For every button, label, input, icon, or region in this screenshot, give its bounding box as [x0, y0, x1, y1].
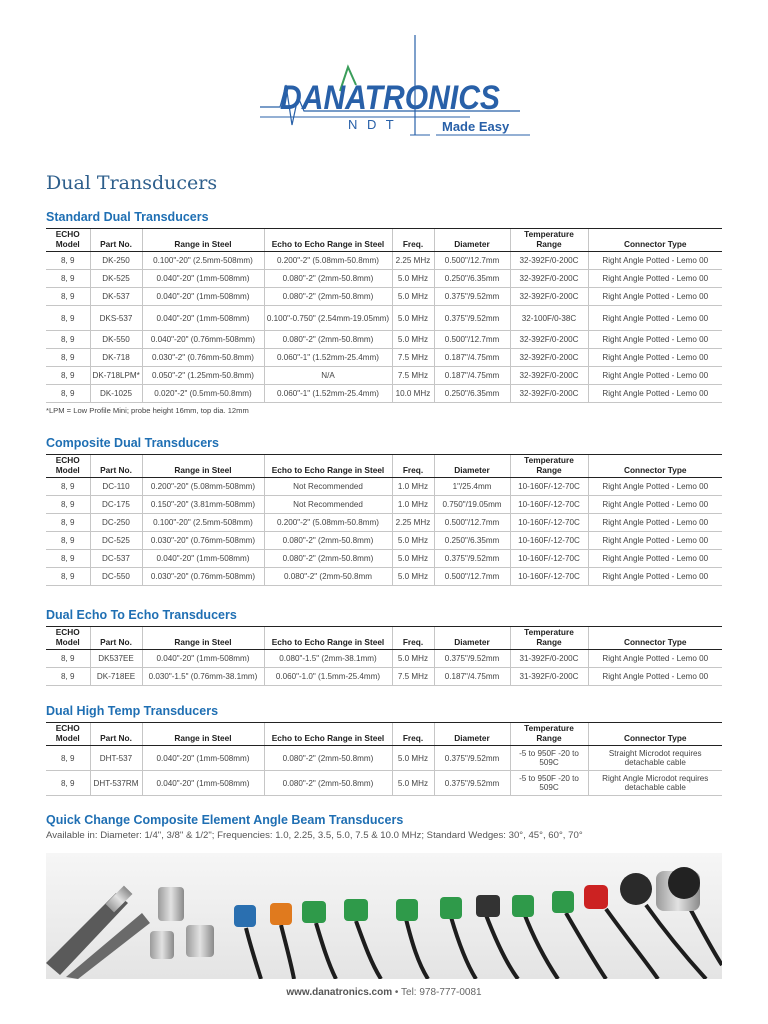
table-cell: DC-537 [90, 550, 142, 568]
table-cell: 0.020"-2" (0.5mm-50.8mm) [142, 385, 264, 403]
table-row [46, 288, 722, 306]
table-cell: Right Angle Potted - Lemo 00 [588, 568, 722, 586]
column-header: Echo to Echo Range in Steel [264, 455, 392, 478]
table-cell: DC-110 [90, 478, 142, 496]
table-cell: 5.0 MHz [392, 306, 434, 331]
table-cell: 8, 9 [46, 288, 90, 306]
table-cell: 0.750"/19.05mm [434, 496, 510, 514]
table-cell: 8, 9 [46, 496, 90, 514]
table-cell: 8, 9 [46, 668, 90, 686]
table-cell: 32-392F/0-200C [510, 349, 588, 367]
column-header: Part No. [90, 229, 142, 252]
table-row [46, 367, 722, 385]
table-cell: 0.100"-0.750" (2.54mm-19.05mm) [264, 306, 392, 331]
table-cell: Straight Microdot requires detachable cable [588, 746, 722, 771]
table-cell: 8, 9 [46, 331, 90, 349]
table-cell: 5.0 MHz [392, 568, 434, 586]
table-cell: 5.0 MHz [392, 532, 434, 550]
table-cell: 5.0 MHz [392, 650, 434, 668]
table-cell: DK-525 [90, 270, 142, 288]
table-body [46, 478, 722, 586]
table-cell: 8, 9 [46, 650, 90, 668]
table-cell: N/A [264, 367, 392, 385]
table-cell: DK-550 [90, 331, 142, 349]
table-cell: 31-392F/0-200C [510, 650, 588, 668]
table-row [46, 496, 722, 514]
table-cell: DK-718 [90, 349, 142, 367]
table-cell: 0.500"/12.7mm [434, 252, 510, 270]
danatronics-logo [240, 25, 540, 150]
logo-ndt: N D T [348, 117, 397, 132]
column-header: Part No. [90, 627, 142, 650]
table-cell: 7.5 MHz [392, 367, 434, 385]
table-cell: 8, 9 [46, 514, 90, 532]
table-cell: 32-392F/0-200C [510, 270, 588, 288]
column-header: Echo to Echo Range in Steel [264, 723, 392, 746]
table-cell: 8, 9 [46, 252, 90, 270]
table-cell: 0.080"-2" (2mm-50.8mm) [264, 746, 392, 771]
table-cell: Right Angle Potted - Lemo 00 [588, 270, 722, 288]
section-composite-dual [46, 436, 722, 586]
table-cell: 8, 9 [46, 550, 90, 568]
quick-change-heading: Quick Change Composite Element Angle Beam Transducers [46, 813, 404, 827]
table-cell: 0.040"-20" (1mm-508mm) [142, 270, 264, 288]
table-row [46, 668, 722, 686]
table-cell: 0.250"/6.35mm [434, 385, 510, 403]
column-header: Freq. [392, 627, 434, 650]
table-cell: 0.375"/9.52mm [434, 306, 510, 331]
table-cell: 0.375"/9.52mm [434, 650, 510, 668]
table-cell: 0.500"/12.7mm [434, 331, 510, 349]
column-header: Freq. [392, 229, 434, 252]
table-cell: 0.500"/12.7mm [434, 514, 510, 532]
column-header: Connector Type [588, 455, 722, 478]
table-row [46, 650, 722, 668]
table-cell: DK-1025 [90, 385, 142, 403]
table-cell: 8, 9 [46, 349, 90, 367]
table-cell: Right Angle Potted - Lemo 00 [588, 550, 722, 568]
table-cell: 31-392F/0-200C [510, 668, 588, 686]
table-cell: DC-525 [90, 532, 142, 550]
section-heading: Standard Dual Transducers [46, 210, 209, 224]
column-header: Diameter [434, 723, 510, 746]
table-cell: -5 to 950F -20 to 509C [510, 746, 588, 771]
table-row [46, 550, 722, 568]
table-cell: DC-550 [90, 568, 142, 586]
section-echo-to-echo [46, 608, 722, 686]
column-header: Temperature Range [510, 723, 588, 746]
table-cell: 0.100"-20" (2.5mm-508mm) [142, 514, 264, 532]
table-cell: 10-160F/-12-70C [510, 568, 588, 586]
transducer-photo [46, 853, 722, 979]
table-cell: 0.375"/9.52mm [434, 746, 510, 771]
table-cell: 1.0 MHz [392, 496, 434, 514]
spec-table [46, 228, 722, 403]
header-row [46, 627, 722, 650]
table-cell: 8, 9 [46, 385, 90, 403]
table-cell: 8, 9 [46, 478, 90, 496]
table-row [46, 771, 722, 796]
table-cell: DK-718EE [90, 668, 142, 686]
table-cell: 5.0 MHz [392, 288, 434, 306]
table-cell: 0.050"-2" (1.25mm-50.8mm) [142, 367, 264, 385]
table-cell: 0.150"-20" (3.81mm-508mm) [142, 496, 264, 514]
column-header: Connector Type [588, 627, 722, 650]
table-row [46, 532, 722, 550]
table-row [46, 514, 722, 532]
column-header: Range in Steel [142, 455, 264, 478]
table-cell: 5.0 MHz [392, 746, 434, 771]
table-cell: 0.060"-1.0" (1.5mm-25.4mm) [264, 668, 392, 686]
table-cell: DK-718LPM* [90, 367, 142, 385]
column-header: Diameter [434, 627, 510, 650]
table-cell: Right Angle Potted - Lemo 00 [588, 331, 722, 349]
table-cell: 32-392F/0-200C [510, 367, 588, 385]
table-row [46, 568, 722, 586]
table-cell: 0.187"/4.75mm [434, 367, 510, 385]
table-row [46, 331, 722, 349]
table-cell: 0.250"/6.35mm [434, 270, 510, 288]
table-cell: Right Angle Potted - Lemo 00 [588, 514, 722, 532]
table-cell: 0.200"-20" (5.08mm-508mm) [142, 478, 264, 496]
column-header: Range in Steel [142, 229, 264, 252]
table-cell: 32-392F/0-200C [510, 252, 588, 270]
page-title: Dual Transducers [46, 172, 218, 194]
table-cell: Right Angle Potted - Lemo 00 [588, 349, 722, 367]
table-cell: 5.0 MHz [392, 550, 434, 568]
section-high-temp [46, 704, 722, 796]
table-cell: Right Angle Potted - Lemo 00 [588, 252, 722, 270]
table-cell: 0.060"-1" (1.52mm-25.4mm) [264, 349, 392, 367]
table-cell: 8, 9 [46, 532, 90, 550]
table-cell: 0.080"-2" (2mm-50.8mm) [264, 331, 392, 349]
table-cell: Right Angle Potted - Lemo 00 [588, 532, 722, 550]
table-cell: 0.100"-20" (2.5mm-508mm) [142, 252, 264, 270]
section-heading: Dual High Temp Transducers [46, 704, 219, 718]
table-cell: 0.040"-20" (1mm-508mm) [142, 746, 264, 771]
website-link[interactable]: www.danatronics.com [286, 987, 393, 998]
table-cell: Right Angle Potted - Lemo 00 [588, 496, 722, 514]
column-header: Connector Type [588, 723, 722, 746]
table-row [46, 746, 722, 771]
table-cell: 0.200"-2" (5.08mm-50.8mm) [264, 514, 392, 532]
table-cell: Right Angle Microdot requires detachable cable [588, 771, 722, 796]
column-header: ECHO Model [46, 627, 90, 650]
table-body [46, 252, 722, 403]
table-cell: Right Angle Potted - Lemo 00 [588, 668, 722, 686]
table-cell: 8, 9 [46, 270, 90, 288]
table-row [46, 349, 722, 367]
table-cell: 7.5 MHz [392, 349, 434, 367]
table-cell: Right Angle Potted - Lemo 00 [588, 478, 722, 496]
table-cell: 2.25 MHz [392, 252, 434, 270]
column-header: ECHO Model [46, 723, 90, 746]
table-cell: DK537EE [90, 650, 142, 668]
table-cell: 0.250"/6.35mm [434, 532, 510, 550]
table-cell: 10-160F/-12-70C [510, 478, 588, 496]
table-cell: Right Angle Potted - Lemo 00 [588, 288, 722, 306]
table-cell: 8, 9 [46, 771, 90, 796]
column-header: Freq. [392, 455, 434, 478]
table-cell: Not Recommended [264, 496, 392, 514]
table-cell: DKS-537 [90, 306, 142, 331]
table-cell: 1"/25.4mm [434, 478, 510, 496]
table-cell: DHT-537 [90, 746, 142, 771]
column-header: Diameter [434, 455, 510, 478]
table-row [46, 385, 722, 403]
section-heading: Dual Echo To Echo Transducers [46, 608, 237, 622]
table-cell: 0.375"/9.52mm [434, 288, 510, 306]
table-cell: 0.080"-2" (2mm-50.8mm) [264, 532, 392, 550]
table-cell: DHT-537RM [90, 771, 142, 796]
table-cell: 0.080"-2" (2mm-50.8mm) [264, 270, 392, 288]
table-cell: 1.0 MHz [392, 478, 434, 496]
footnote: *LPM = Low Profile Mini; probe height 16mm, top dia. 12mm [46, 406, 249, 415]
table-cell: 0.080"-1.5" (2mm-38.1mm) [264, 650, 392, 668]
header-row [46, 229, 722, 252]
table-cell: 0.080"-2" (2mm-50.8mm) [264, 771, 392, 796]
header-row [46, 455, 722, 478]
table-row [46, 270, 722, 288]
table-cell: 0.375"/9.52mm [434, 771, 510, 796]
table-cell: Right Angle Potted - Lemo 00 [588, 367, 722, 385]
column-header: Temperature Range [510, 627, 588, 650]
table-cell: DC-250 [90, 514, 142, 532]
table-cell: 0.040"-20" (1mm-508mm) [142, 288, 264, 306]
table-cell: 10-160F/-12-70C [510, 532, 588, 550]
header-row [46, 723, 722, 746]
column-header: Connector Type [588, 229, 722, 252]
table-cell: 0.200"-2" (5.08mm-50.8mm) [264, 252, 392, 270]
table-body [46, 650, 722, 686]
table-cell: 32-100F/0-38C [510, 306, 588, 331]
column-header: Temperature Range [510, 229, 588, 252]
column-header: Part No. [90, 455, 142, 478]
spec-table [46, 626, 722, 686]
phone-number: • Tel: 978-777-0081 [392, 987, 482, 998]
table-cell: 8, 9 [46, 568, 90, 586]
table-cell: 0.060"-1" (1.52mm-25.4mm) [264, 385, 392, 403]
column-header: Range in Steel [142, 723, 264, 746]
column-header: Diameter [434, 229, 510, 252]
column-header: Echo to Echo Range in Steel [264, 627, 392, 650]
table-cell: 5.0 MHz [392, 331, 434, 349]
table-cell: 0.030"-20" (0.76mm-508mm) [142, 532, 264, 550]
table-cell: 0.500"/12.7mm [434, 568, 510, 586]
table-cell: 5.0 MHz [392, 270, 434, 288]
table-cell: 5.0 MHz [392, 771, 434, 796]
table-cell: 10.0 MHz [392, 385, 434, 403]
column-header: Part No. [90, 723, 142, 746]
section-standard-dual [46, 210, 722, 415]
table-cell: DC-175 [90, 496, 142, 514]
table-cell: 0.030"-2" (0.76mm-50.8mm) [142, 349, 264, 367]
table-cell: DK-537 [90, 288, 142, 306]
table-cell: 10-160F/-12-70C [510, 514, 588, 532]
spec-table [46, 722, 722, 796]
table-cell: 0.040"-20" (1mm-508mm) [142, 650, 264, 668]
column-header: ECHO Model [46, 455, 90, 478]
table-cell: Not Recommended [264, 478, 392, 496]
table-cell: Right Angle Potted - Lemo 00 [588, 385, 722, 403]
table-cell: 0.080"-2" (2mm-50.8mm [264, 568, 392, 586]
table-body [46, 746, 722, 796]
table-cell: 0.040"-20" (1mm-508mm) [142, 550, 264, 568]
table-row [46, 306, 722, 331]
column-header: ECHO Model [46, 229, 90, 252]
logo-brand: DANATRONICS [280, 79, 501, 117]
table-cell: 0.040"-20" (0.76mm-508mm) [142, 331, 264, 349]
table-cell: 10-160F/-12-70C [510, 550, 588, 568]
availability-text: Available in: Diameter: 1/4", 3/8" & 1/2"; Frequencies: 1.0, 2.25, 3.5, 5.0, 7.5 & 10.0 MHz; Standard Wedges: 30°, 45°, 60°, 70° [46, 830, 583, 841]
table-row [46, 478, 722, 496]
column-header: Freq. [392, 723, 434, 746]
table-cell: 0.030"-20" (0.76mm-508mm) [142, 568, 264, 586]
table-cell: Right Angle Potted - Lemo 00 [588, 306, 722, 331]
table-cell: 8, 9 [46, 367, 90, 385]
table-cell: 2.25 MHz [392, 514, 434, 532]
table-cell: 0.080"-2" (2mm-50.8mm) [264, 288, 392, 306]
table-cell: 0.040"-20" (1mm-508mm) [142, 771, 264, 796]
table-cell: Right Angle Potted - Lemo 00 [588, 650, 722, 668]
column-header: Range in Steel [142, 627, 264, 650]
table-row [46, 252, 722, 270]
table-cell: 8, 9 [46, 746, 90, 771]
table-cell: DK-250 [90, 252, 142, 270]
table-cell: 0.187"/4.75mm [434, 349, 510, 367]
table-cell: 0.080"-2" (2mm-50.8mm) [264, 550, 392, 568]
column-header: Temperature Range [510, 455, 588, 478]
table-cell: 10-160F/-12-70C [510, 496, 588, 514]
table-cell: 0.187"/4.75mm [434, 668, 510, 686]
table-cell: 0.030"-1.5" (0.76mm-38.1mm) [142, 668, 264, 686]
logo-tagline: Made Easy [442, 119, 510, 134]
table-cell: 0.375"/9.52mm [434, 550, 510, 568]
table-cell: 8, 9 [46, 306, 90, 331]
footer [0, 987, 768, 998]
table-cell: 0.040"-20" (1mm-508mm) [142, 306, 264, 331]
table-cell: 32-392F/0-200C [510, 385, 588, 403]
table-cell: 7.5 MHz [392, 668, 434, 686]
table-cell: 32-392F/0-200C [510, 331, 588, 349]
spec-table [46, 454, 722, 586]
table-cell: 32-392F/0-200C [510, 288, 588, 306]
table-cell: -5 to 950F -20 to 509C [510, 771, 588, 796]
section-heading: Composite Dual Transducers [46, 436, 219, 450]
column-header: Echo to Echo Range in Steel [264, 229, 392, 252]
